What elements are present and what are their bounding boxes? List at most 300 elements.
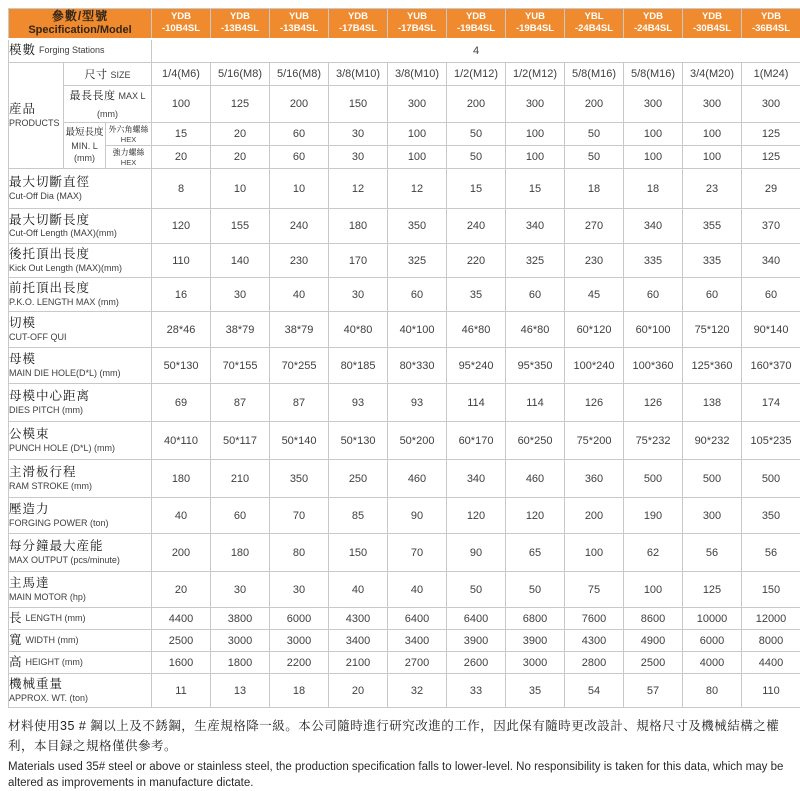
model-header-6 [506, 9, 565, 39]
value-cell-length-9: 10000 [683, 608, 742, 630]
value-cell-forging-power-3: 85 [329, 498, 388, 534]
value-cell-ram-stroke-7: 360 [565, 460, 624, 498]
value-cell-height-0: 1600 [152, 652, 211, 674]
value-cell-dies-pitch-2: 87 [270, 384, 329, 422]
spec-row-height [9, 652, 800, 674]
row-label-zh: 前托頂出長度 [9, 281, 151, 297]
row-label-cutoff-qui [9, 312, 152, 348]
row-label-punch-hole [9, 422, 152, 460]
row-label-en: Cut-Off Length (MAX)(mm) [9, 228, 151, 240]
row-label-hex-strong [106, 146, 152, 169]
value-cell-kickout-length-3: 170 [329, 244, 388, 278]
value-cell-height-9: 4000 [683, 652, 742, 674]
value-cell-cutoff-length-9: 355 [683, 209, 742, 244]
value-cell-punch-hole-0: 40*110 [152, 422, 211, 460]
spec-row-cutoff-qui [9, 312, 800, 348]
model-header-10 [742, 9, 800, 39]
value-cell-cutoff-qui-4: 40*100 [388, 312, 447, 348]
value-cell-forging-power-9: 300 [683, 498, 742, 534]
row-label-zh: 切模 [9, 316, 151, 332]
spec-row-approx-wt [9, 674, 800, 708]
row-label-zh: 最大切斷長度 [9, 213, 151, 229]
value-cell-main-die-hole-10: 160*370 [742, 348, 800, 384]
row-label-pko-length [9, 278, 152, 312]
value-cell-main-motor-2: 30 [270, 572, 329, 608]
value-cell-kickout-length-9: 335 [683, 244, 742, 278]
row-label-width [9, 630, 152, 652]
row-label-min-length [64, 123, 106, 169]
value-cell-forging-power-5: 120 [447, 498, 506, 534]
value-cell-height-3: 2100 [329, 652, 388, 674]
value-cell-cutoff-dia-7: 18 [565, 169, 624, 209]
value-cell-cutoff-length-4: 350 [388, 209, 447, 244]
row-label-max-output [9, 534, 152, 572]
value-cell-ram-stroke-8: 500 [624, 460, 683, 498]
value-cell-dies-pitch-3: 93 [329, 384, 388, 422]
value-cell-max-output-2: 80 [270, 534, 329, 572]
value-cell-size-2: 5/16(M8) [270, 63, 329, 86]
value-cell-hex-strong-3: 30 [329, 146, 388, 169]
row-label-zh: 母模中心距离 [9, 389, 151, 405]
row-label-ram-stroke [9, 460, 152, 498]
products-size-row [9, 63, 800, 86]
value-cell-cutoff-dia-10: 29 [742, 169, 800, 209]
value-cell-forging-power-6: 120 [506, 498, 565, 534]
spec-row-max-output [9, 534, 800, 572]
value-cell-hex-outer-4: 100 [388, 123, 447, 146]
value-cell-cutoff-qui-3: 40*80 [329, 312, 388, 348]
row-label-cutoff-length [9, 209, 152, 244]
value-cell-main-motor-6: 50 [506, 572, 565, 608]
value-cell-height-4: 2700 [388, 652, 447, 674]
row-label-zh: 壓造力 [9, 502, 151, 518]
value-cell-max-output-0: 200 [152, 534, 211, 572]
model-header-5 [447, 9, 506, 39]
row-label-zh: 主滑板行程 [9, 465, 151, 481]
value-cell-dies-pitch-1: 87 [211, 384, 270, 422]
hex-strong-zh: 強力螺絲 [106, 148, 151, 158]
value-cell-punch-hole-7: 75*200 [565, 422, 624, 460]
value-cell-hex-outer-6: 100 [506, 123, 565, 146]
model-series: YBL [565, 11, 623, 23]
value-cell-forging-power-10: 350 [742, 498, 800, 534]
row-label-zh: 模數 [9, 43, 36, 57]
model-series: YUB [506, 11, 564, 23]
row-label-en: Forging Stations [39, 45, 105, 55]
value-cell-main-die-hole-3: 80*185 [329, 348, 388, 384]
model-header-0 [152, 9, 211, 39]
row-label-en: CUT-OFF QUI [9, 332, 151, 344]
value-cell-cutoff-length-8: 340 [624, 209, 683, 244]
value-cell-size-6: 1/2(M12) [506, 63, 565, 86]
row-label-en: P.K.O. LENGTH MAX (mm) [9, 297, 151, 309]
value-cell-main-motor-0: 20 [152, 572, 211, 608]
row-label-zh: 機械重量 [9, 677, 151, 693]
value-cell-approx-wt-6: 35 [506, 674, 565, 708]
value-cell-kickout-length-4: 325 [388, 244, 447, 278]
value-cell-height-1: 1800 [211, 652, 270, 674]
spec-row-main-motor [9, 572, 800, 608]
minl-zh: 最短長度 [64, 127, 105, 140]
spec-row-ram-stroke [9, 460, 800, 498]
products-label-en: PRODUCTS [9, 118, 63, 130]
value-cell-ram-stroke-4: 460 [388, 460, 447, 498]
model-series: YDB [683, 11, 741, 23]
row-label-zh: 母模 [9, 352, 151, 368]
value-cell-hex-strong-5: 50 [447, 146, 506, 169]
model-code: -19B4SL [506, 23, 564, 35]
value-cell-pko-length-10: 60 [742, 278, 800, 312]
maxl-label-zh: 最長長度 [69, 90, 115, 102]
spec-row-cutoff-length [9, 209, 800, 244]
spec-row-kickout-length [9, 244, 800, 278]
value-cell-length-0: 4400 [152, 608, 211, 630]
row-label-length [9, 608, 152, 630]
value-cell-max-output-10: 56 [742, 534, 800, 572]
value-cell-dies-pitch-9: 138 [683, 384, 742, 422]
value-cell-kickout-length-2: 230 [270, 244, 329, 278]
value-cell-hex-outer-1: 20 [211, 123, 270, 146]
value-cell-ram-stroke-1: 210 [211, 460, 270, 498]
value-cell-cutoff-dia-5: 15 [447, 169, 506, 209]
value-cell-pko-length-6: 60 [506, 278, 565, 312]
row-label-en: MAX OUTPUT (pcs/minute) [9, 555, 151, 567]
value-cell-cutoff-qui-9: 75*120 [683, 312, 742, 348]
value-cell-width-4: 3400 [388, 630, 447, 652]
model-series: YDB [152, 11, 210, 23]
value-cell-dies-pitch-8: 126 [624, 384, 683, 422]
value-cell-size-0: 1/4(M6) [152, 63, 211, 86]
products-maxl-row [9, 86, 800, 123]
value-cell-main-motor-10: 150 [742, 572, 800, 608]
value-cell-max-output-5: 90 [447, 534, 506, 572]
value-cell-width-6: 3900 [506, 630, 565, 652]
row-label-cutoff-dia [9, 169, 152, 209]
row-label-zh: 長 [9, 611, 23, 625]
value-cell-cutoff-qui-1: 38*79 [211, 312, 270, 348]
value-cell-height-8: 2500 [624, 652, 683, 674]
model-header-2 [270, 9, 329, 39]
model-code: -17B4SL [388, 23, 446, 35]
row-label-zh: 主馬達 [9, 576, 151, 592]
value-cell-max-length-1: 125 [211, 86, 270, 123]
value-cell-ram-stroke-5: 340 [447, 460, 506, 498]
size-label-en: SIZE [110, 70, 130, 80]
value-cell-cutoff-qui-7: 60*120 [565, 312, 624, 348]
value-cell-forging-power-1: 60 [211, 498, 270, 534]
value-cell-pko-length-0: 16 [152, 278, 211, 312]
value-cell-max-output-6: 65 [506, 534, 565, 572]
footer-note-en: Materials used 35# steel or above or stainless steel, the production specification falls to lower-level. No responsibility is taken for this data, which may be altered as improvements in manufacture dictate. [8, 759, 792, 791]
value-cell-ram-stroke-3: 250 [329, 460, 388, 498]
row-label-en: Kick Out Length (MAX)(mm) [9, 263, 151, 275]
model-series: YUB [388, 11, 446, 23]
spec-row-pko-length [9, 278, 800, 312]
value-cell-main-die-hole-4: 80*330 [388, 348, 447, 384]
value-cell-width-7: 4300 [565, 630, 624, 652]
value-cell-ram-stroke-6: 460 [506, 460, 565, 498]
value-cell-length-5: 6400 [447, 608, 506, 630]
value-cell-pko-length-4: 60 [388, 278, 447, 312]
value-cell-pko-length-2: 40 [270, 278, 329, 312]
value-cell-hex-outer-9: 100 [683, 123, 742, 146]
value-cell-length-2: 6000 [270, 608, 329, 630]
value-cell-cutoff-dia-1: 10 [211, 169, 270, 209]
value-cell-cutoff-qui-0: 28*46 [152, 312, 211, 348]
value-cell-approx-wt-2: 18 [270, 674, 329, 708]
value-cell-max-output-7: 100 [565, 534, 624, 572]
value-cell-dies-pitch-0: 69 [152, 384, 211, 422]
value-cell-kickout-length-5: 220 [447, 244, 506, 278]
value-cell-approx-wt-8: 57 [624, 674, 683, 708]
products-minl-hex-strong-row [9, 146, 800, 169]
value-cell-max-output-3: 150 [329, 534, 388, 572]
value-cell-cutoff-qui-8: 60*100 [624, 312, 683, 348]
row-label-en: FORGING POWER (ton) [9, 518, 151, 530]
value-cell-height-7: 2800 [565, 652, 624, 674]
value-cell-punch-hole-9: 90*232 [683, 422, 742, 460]
row-label-zh: 每分鐘最大産能 [9, 539, 151, 555]
value-cell-punch-hole-6: 60*250 [506, 422, 565, 460]
products-label-zh: 産品 [9, 102, 63, 118]
value-cell-punch-hole-2: 50*140 [270, 422, 329, 460]
row-label-height [9, 652, 152, 674]
model-code: -13B4SL [211, 23, 269, 35]
row-label-en: Cut-Off Dia (MAX) [9, 191, 151, 203]
row-label-forging-stations [9, 39, 152, 63]
value-cell-punch-hole-8: 75*232 [624, 422, 683, 460]
value-cell-cutoff-length-3: 180 [329, 209, 388, 244]
value-cell-approx-wt-4: 32 [388, 674, 447, 708]
value-cell-main-die-hole-5: 95*240 [447, 348, 506, 384]
value-cell-dies-pitch-10: 174 [742, 384, 800, 422]
value-cell-cutoff-qui-10: 90*140 [742, 312, 800, 348]
model-header-7 [565, 9, 624, 39]
model-code: -17B4SL [329, 23, 387, 35]
value-cell-hex-strong-9: 100 [683, 146, 742, 169]
model-series: YDB [329, 11, 387, 23]
footer-note [8, 717, 792, 791]
row-label-zh: 最大切斷直徑 [9, 175, 151, 191]
spec-row-dies-pitch [9, 384, 800, 422]
model-series: YDB [211, 11, 269, 23]
value-cell-cutoff-dia-2: 10 [270, 169, 329, 209]
value-cell-cutoff-length-0: 120 [152, 209, 211, 244]
model-code: -19B4SL [447, 23, 505, 35]
model-series: YUB [270, 11, 328, 23]
value-cell-approx-wt-9: 80 [683, 674, 742, 708]
value-cell-pko-length-3: 30 [329, 278, 388, 312]
value-cell-cutoff-dia-8: 18 [624, 169, 683, 209]
value-cell-pko-length-5: 35 [447, 278, 506, 312]
header-row [9, 9, 800, 39]
row-label-dies-pitch [9, 384, 152, 422]
value-cell-hex-strong-7: 50 [565, 146, 624, 169]
model-series: YDB [447, 11, 505, 23]
hex-outer-en: HEX [106, 135, 151, 144]
value-cell-ram-stroke-10: 500 [742, 460, 800, 498]
model-code: -24B4SL [624, 23, 682, 35]
value-cell-cutoff-dia-4: 12 [388, 169, 447, 209]
value-cell-pko-length-8: 60 [624, 278, 683, 312]
spec-table [8, 8, 800, 708]
spec-row-cutoff-dia [9, 169, 800, 209]
row-label-size [64, 63, 152, 86]
value-cell-main-motor-4: 40 [388, 572, 447, 608]
value-cell-hex-strong-8: 100 [624, 146, 683, 169]
value-cell-approx-wt-5: 33 [447, 674, 506, 708]
model-header-9 [683, 9, 742, 39]
value-cell-max-length-3: 150 [329, 86, 388, 123]
footer-note-zh: 材料使用35 # 鋼以上及不銹鋼，生産規格降一級。本公司隨時進行研究改進的工作，因此保有隨時更改設計、規格尺寸及機械結構之權利，本目録之規格僅供參考。 [8, 717, 792, 756]
value-cell-length-6: 6800 [506, 608, 565, 630]
value-cell-width-8: 4900 [624, 630, 683, 652]
value-cell-pko-length-9: 60 [683, 278, 742, 312]
value-cell-main-motor-1: 30 [211, 572, 270, 608]
value-cell-width-10: 8000 [742, 630, 800, 652]
value-cell-cutoff-length-5: 240 [447, 209, 506, 244]
value-cell-punch-hole-1: 50*117 [211, 422, 270, 460]
value-cell-hex-strong-6: 100 [506, 146, 565, 169]
value-cell-dies-pitch-5: 114 [447, 384, 506, 422]
value-cell-length-8: 8600 [624, 608, 683, 630]
value-cell-cutoff-qui-5: 46*80 [447, 312, 506, 348]
value-cell-cutoff-dia-0: 8 [152, 169, 211, 209]
row-label-en: DIES PITCH (mm) [9, 405, 151, 417]
spec-model-header [9, 9, 152, 39]
model-series: YDB [624, 11, 682, 23]
value-cell-kickout-length-6: 325 [506, 244, 565, 278]
value-cell-length-4: 6400 [388, 608, 447, 630]
row-label-en: MAIN MOTOR (hp) [9, 592, 151, 604]
value-cell-cutoff-length-2: 240 [270, 209, 329, 244]
value-cell-ram-stroke-2: 350 [270, 460, 329, 498]
value-cell-width-5: 3900 [447, 630, 506, 652]
value-cell-dies-pitch-6: 114 [506, 384, 565, 422]
model-code: -10B4SL [152, 23, 210, 35]
value-cell-hex-strong-0: 20 [152, 146, 211, 169]
hex-outer-zh: 外六角螺絲 [106, 125, 151, 135]
value-cell-width-0: 2500 [152, 630, 211, 652]
value-cell-cutoff-dia-9: 23 [683, 169, 742, 209]
model-header-3 [329, 9, 388, 39]
value-cell-forging-power-4: 90 [388, 498, 447, 534]
row-label-en: MAIN DIE HOLE(D*L) (mm) [9, 368, 151, 380]
row-label-approx-wt [9, 674, 152, 708]
products-group-label [9, 63, 64, 169]
value-cell-height-6: 3000 [506, 652, 565, 674]
value-cell-kickout-length-0: 110 [152, 244, 211, 278]
value-cell-main-die-hole-1: 70*155 [211, 348, 270, 384]
value-cell-punch-hole-3: 50*130 [329, 422, 388, 460]
row-label-en: APPROX. WT. (ton) [9, 693, 151, 705]
value-cell-punch-hole-5: 60*170 [447, 422, 506, 460]
value-cell-main-motor-9: 125 [683, 572, 742, 608]
value-cell-height-2: 2200 [270, 652, 329, 674]
spec-header-en: Specification/Model [9, 24, 151, 38]
size-label-zh: 尺寸 [84, 69, 107, 81]
row-label-forging-power [9, 498, 152, 534]
value-cell-width-9: 6000 [683, 630, 742, 652]
spec-row-punch-hole [9, 422, 800, 460]
hex-strong-en: HEX [106, 158, 151, 167]
model-code: -24B4SL [565, 23, 623, 35]
value-cell-kickout-length-10: 340 [742, 244, 800, 278]
model-series: YDB [742, 11, 800, 23]
row-label-main-motor [9, 572, 152, 608]
value-cell-ram-stroke-9: 500 [683, 460, 742, 498]
value-cell-hex-strong-4: 100 [388, 146, 447, 169]
value-cell-approx-wt-0: 11 [152, 674, 211, 708]
value-cell-max-output-1: 180 [211, 534, 270, 572]
row-label-kickout-length [9, 244, 152, 278]
value-cell-approx-wt-3: 20 [329, 674, 388, 708]
value-cell-cutoff-length-10: 370 [742, 209, 800, 244]
value-cell-hex-outer-7: 50 [565, 123, 624, 146]
value-cell-main-motor-3: 40 [329, 572, 388, 608]
value-cell-cutoff-length-1: 155 [211, 209, 270, 244]
spec-row-width [9, 630, 800, 652]
value-cell-height-10: 4400 [742, 652, 800, 674]
value-cell-forging-power-8: 190 [624, 498, 683, 534]
value-cell-hex-strong-2: 60 [270, 146, 329, 169]
value-cell-size-4: 3/8(M10) [388, 63, 447, 86]
value-cell-punch-hole-10: 105*235 [742, 422, 800, 460]
value-cell-main-motor-8: 100 [624, 572, 683, 608]
value-cell-size-1: 5/16(M8) [211, 63, 270, 86]
maxl-label-en: MAX L (mm) [97, 91, 146, 119]
value-cell-size-7: 5/8(M16) [565, 63, 624, 86]
model-code: -30B4SL [683, 23, 741, 35]
row-label-en: RAM STROKE (mm) [9, 481, 151, 493]
value-cell-forging-power-7: 200 [565, 498, 624, 534]
value-cell-punch-hole-4: 50*200 [388, 422, 447, 460]
row-label-hex-outer [106, 123, 152, 146]
row-label-max-length [64, 86, 152, 123]
value-cell-hex-outer-10: 125 [742, 123, 800, 146]
value-cell-cutoff-length-7: 270 [565, 209, 624, 244]
value-cell-max-length-8: 300 [624, 86, 683, 123]
spec-row-length [9, 608, 800, 630]
model-header-1 [211, 9, 270, 39]
value-cell-max-length-4: 300 [388, 86, 447, 123]
value-cell-hex-strong-1: 20 [211, 146, 270, 169]
value-cell-length-3: 4300 [329, 608, 388, 630]
model-code: -36B4SL [742, 23, 800, 35]
value-cell-height-5: 2600 [447, 652, 506, 674]
row-label-en: PUNCH HOLE (D*L) (mm) [9, 443, 151, 455]
minl-en: MIN. L [64, 140, 105, 152]
value-cell-size-5: 1/2(M12) [447, 63, 506, 86]
value-cell-cutoff-dia-3: 12 [329, 169, 388, 209]
value-cell-dies-pitch-4: 93 [388, 384, 447, 422]
minl-unit: (mm) [64, 152, 105, 164]
value-cell-max-length-6: 300 [506, 86, 565, 123]
value-cell-max-output-8: 62 [624, 534, 683, 572]
products-minl-hex-outer-row [9, 123, 800, 146]
value-cell-forging-power-2: 70 [270, 498, 329, 534]
value-cell-cutoff-qui-2: 38*79 [270, 312, 329, 348]
row-label-zh: 寬 [9, 633, 23, 647]
value-cell-kickout-length-8: 335 [624, 244, 683, 278]
value-cell-width-3: 3400 [329, 630, 388, 652]
spec-row-forging-power [9, 498, 800, 534]
value-cell-hex-strong-10: 125 [742, 146, 800, 169]
row-label-en: WIDTH (mm) [26, 635, 79, 645]
value-cell-dies-pitch-7: 126 [565, 384, 624, 422]
value-cell-hex-outer-2: 60 [270, 123, 329, 146]
value-cell-main-die-hole-9: 125*360 [683, 348, 742, 384]
